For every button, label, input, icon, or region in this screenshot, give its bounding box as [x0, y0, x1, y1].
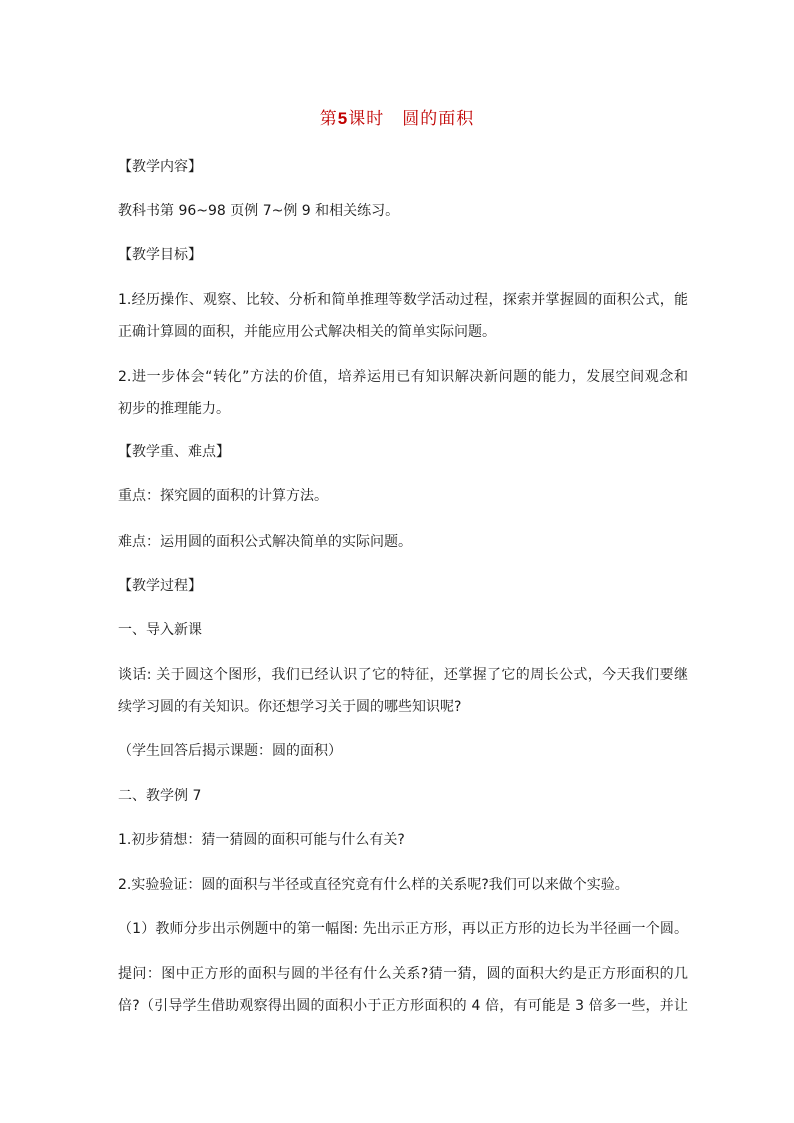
key-point: 重点：探究圆的面积的计算方法。 — [118, 488, 328, 504]
step-1-heading: 一、导入新课 — [118, 622, 202, 638]
topic-reveal: （学生回答后揭示课题：圆的面积） — [118, 743, 342, 759]
goal-1-line-1: 1.经历操作、观察、比较、分析和简单推理等数学活动过程，探索并掌握圆的面积公式，能 — [118, 292, 688, 308]
experiment-verify: 2.实验验证：圆的面积与半径或直径究竟有什么样的关系呢?我们可以来做个实验。 — [118, 877, 629, 893]
difficult-point: 难点：运用圆的面积公式解决简单的实际问题。 — [118, 534, 412, 550]
section-heading-process: 【教学过程】 — [118, 578, 202, 594]
talk-line-2: 续学习圆的有关知识。你还想学习关于圆的哪些知识呢? — [118, 699, 462, 715]
talk-line-1: 谈话: 关于圆这个图形，我们已经认识了它的特征，还掌握了它的周长公式，今天我们要继 — [118, 667, 688, 683]
step-2-heading: 二、教学例 7 — [118, 788, 202, 804]
section-heading-content: 【教学内容】 — [118, 159, 202, 175]
section-heading-goals: 【教学目标】 — [118, 247, 202, 263]
paragraph-textbook-pages: 教科书第 96~98 页例 7~例 9 和相关练习。 — [118, 203, 400, 219]
teacher-demo: （1）教师分步出示例题中的第一幅图: 先出示正方形，再以正方形的边长为半径画一个圆。 — [118, 921, 688, 937]
title-number: 5 — [337, 109, 349, 128]
title-prefix: 第 — [319, 109, 338, 129]
question-line-2: 倍?（引导学生借助观察得出圆的面积小于正方形面积的 4 倍，有可能是 3 倍多一些，并让 — [118, 998, 688, 1014]
lesson-title — [0, 104, 794, 129]
question-line-1: 提问：图中正方形的面积与圆的半径有什么关系?猜一猜，圆的面积大约是正方形面积的几 — [118, 966, 688, 982]
goal-1-line-2: 正确计算圆的面积，并能应用公式解决相关的简单实际问题。 — [118, 324, 496, 340]
title-suffix: 课时 圆的面积 — [348, 109, 475, 129]
section-heading-key-points: 【教学重、难点】 — [118, 444, 230, 460]
goal-2-line-2: 初步的推理能力。 — [118, 401, 230, 417]
initial-guess: 1.初步猜想：猜一猜圆的面积可能与什么有关? — [118, 832, 405, 848]
goal-2-line-1: 2.进一步体会“转化”方法的价值，培养运用已有知识解决新问题的能力，发展空间观念和 — [118, 369, 688, 385]
